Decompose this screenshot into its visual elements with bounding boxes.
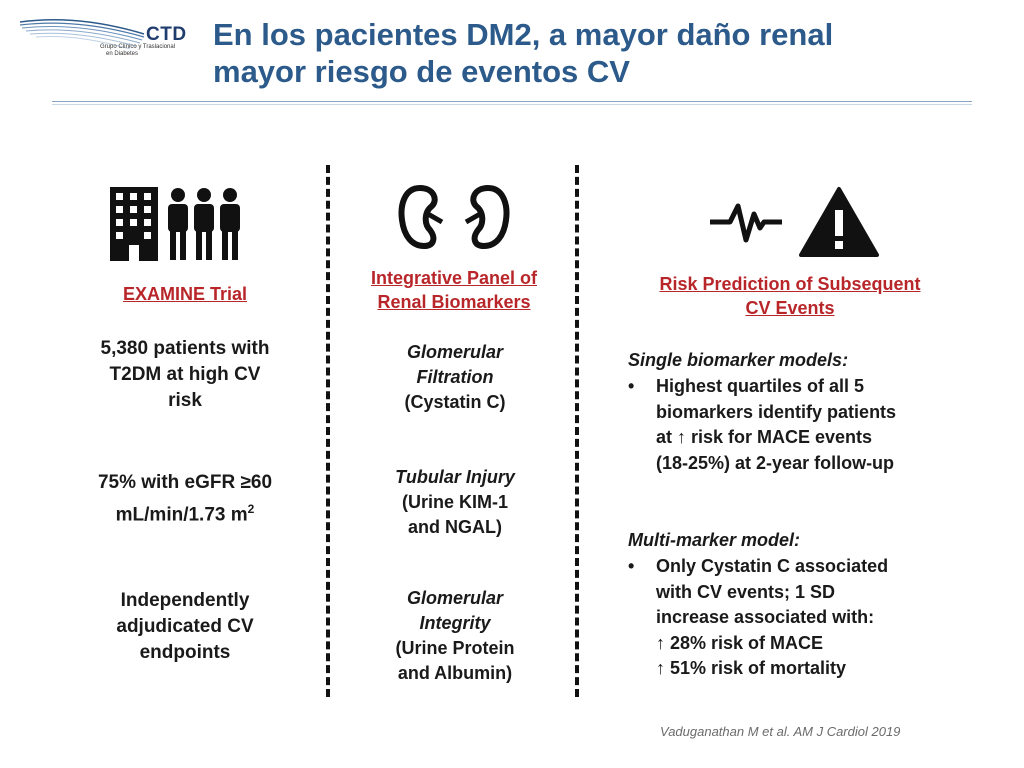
examine-trial-heading: EXAMINE Trial — [122, 284, 248, 304]
column-divider-2 — [575, 165, 579, 697]
citation: Vaduganathan M et al. AM J Cardiol 2019 — [660, 724, 901, 739]
logo-brand: CTD — [146, 24, 187, 45]
glomerular-filtration-block: Glomerular Filtration (Cystatin C) — [404, 342, 506, 412]
title-divider-secondary — [52, 104, 972, 105]
title-line-1: En los pacientes DM2, a mayor daño renal — [213, 17, 834, 52]
ctd-logo — [18, 14, 193, 58]
patients-block: 5,380 patients with T2DM at high CV risk — [100, 338, 270, 411]
logo-subtitle-1: Grupo Clínico y Traslacional — [100, 44, 176, 50]
kidney-icon — [398, 184, 510, 250]
warning-icon — [798, 186, 880, 258]
single-biomarker-label: Single biomarker models: — [628, 350, 849, 370]
tubular-injury-block: Tubular Injury (Urine KIM-1 and NGAL) — [395, 467, 515, 537]
logo-subtitle-2: en Diabetes — [106, 51, 139, 57]
egfr-block: 75% with eGFR ≥60 mL/min/1.73 $m^2$ — [97, 472, 273, 526]
title-line-2: mayor riesgo de eventos CV — [213, 54, 630, 89]
column-divider-1 — [326, 165, 330, 697]
multi-marker-bullet: • Only Cystatin C associated with CV events; 1 SD increase associated with: ↑ 28% risk of MACE ↑ 51% risk of mortality — [628, 556, 889, 678]
endpoints-block: Independently adjudicated CV endpoints — [116, 590, 254, 663]
slide-title — [213, 16, 993, 90]
heartbeat-icon — [708, 198, 784, 246]
single-biomarker-bullet: • Highest quartiles of all 5 biomarkers identify patients at ↑ risk for MACE events (18-25%) at 2-year follow-up — [628, 376, 897, 473]
risk-prediction-heading: Risk Prediction of Subsequent CV Events — [659, 274, 921, 318]
title-divider — [52, 101, 972, 102]
people-icon — [165, 186, 243, 260]
glomerular-integrity-block: Glomerular Integrity (Urine Protein and Albumin) — [395, 588, 515, 683]
multi-marker-label: Multi-marker model: — [628, 530, 801, 550]
building-icon — [108, 183, 160, 261]
renal-biomarkers-heading: Integrative Panel of Renal Biomarkers — [370, 268, 538, 312]
